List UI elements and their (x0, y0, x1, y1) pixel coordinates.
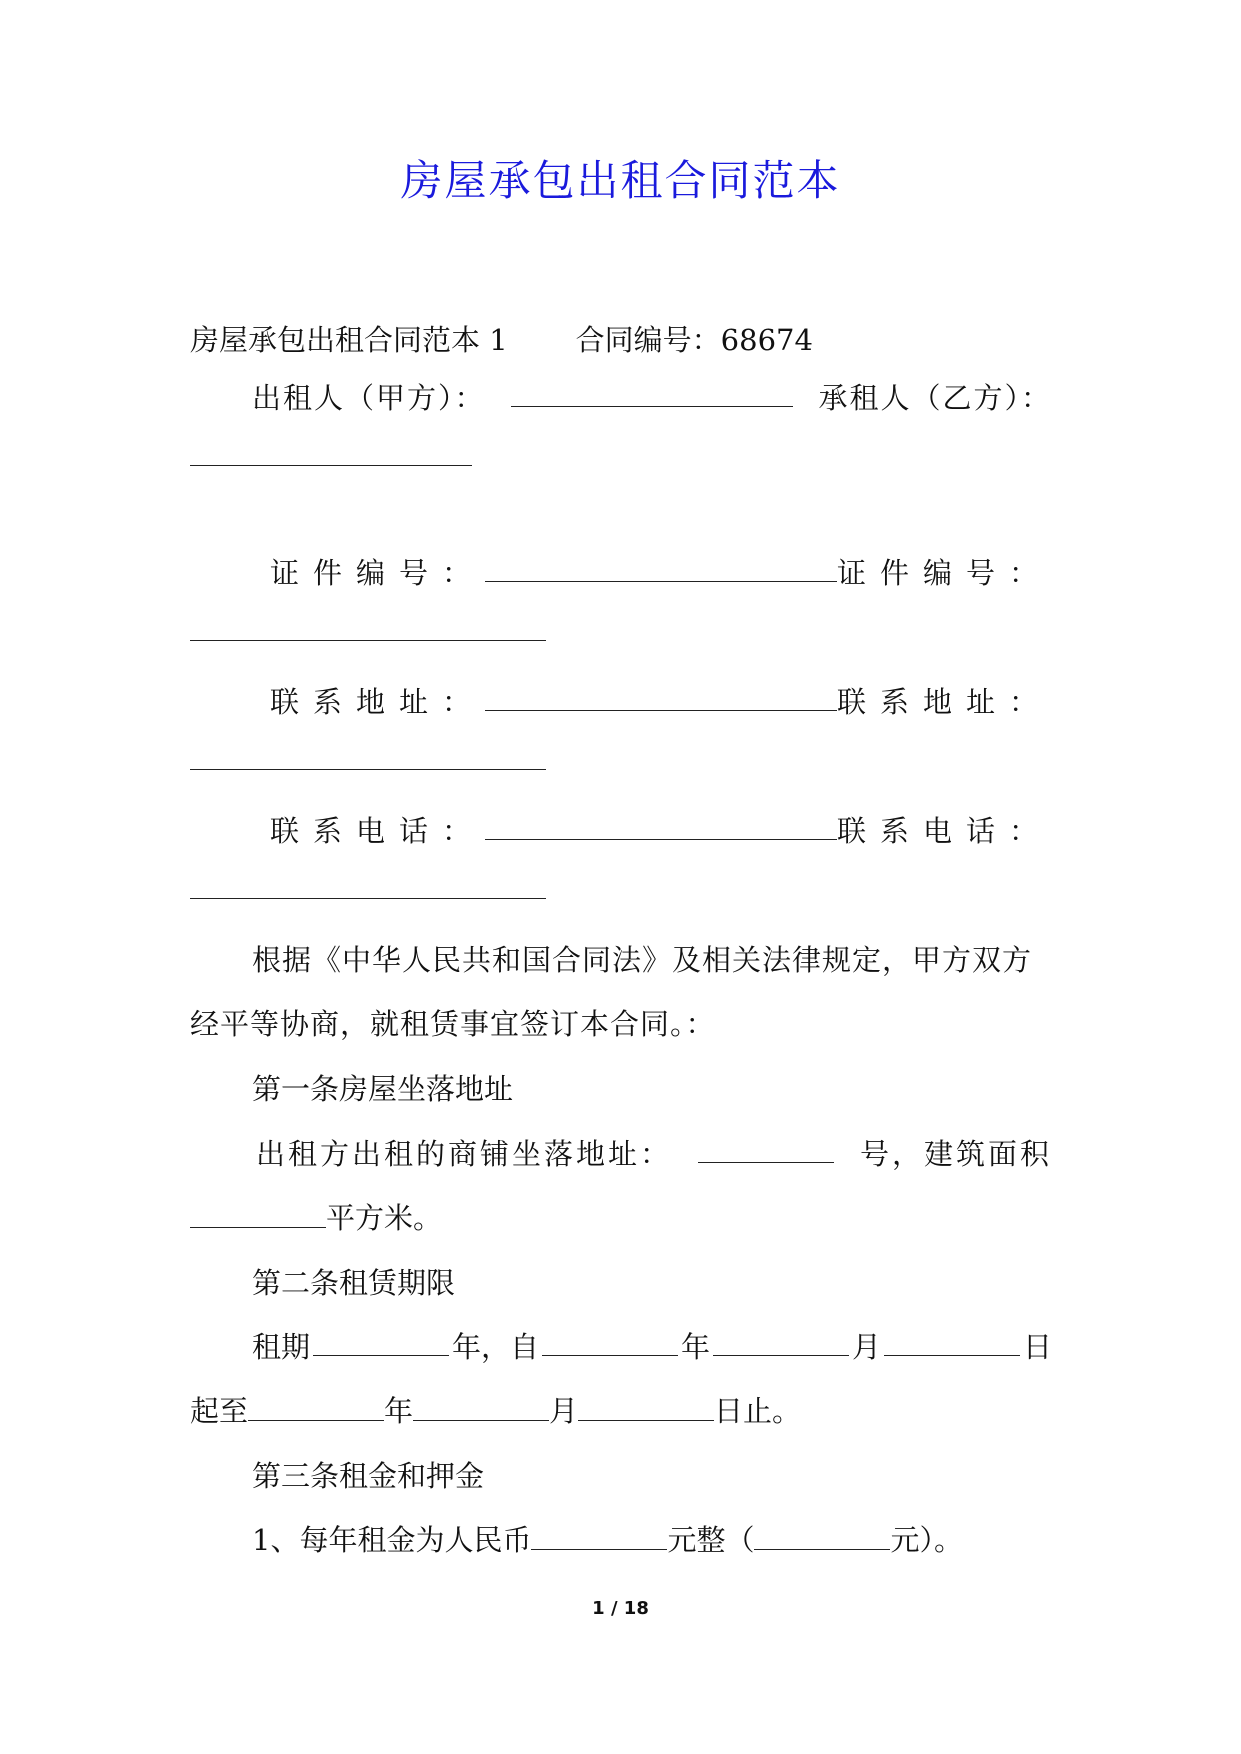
phone-label-a: 联系电话： (270, 814, 486, 848)
lessee-blank (190, 437, 472, 466)
preamble-line-2: 经平等协商，就租赁事宜签订本合同。： (190, 1007, 716, 1041)
lessor-blank (511, 378, 793, 407)
rent-number-blank (754, 1521, 890, 1550)
article2-text-h: 月 (549, 1394, 579, 1428)
article2-text-e: 日 (1022, 1330, 1052, 1364)
article2-text-g: 年 (384, 1394, 414, 1428)
party-line (252, 378, 1052, 418)
lessee-line (190, 436, 1052, 476)
end-month-blank (413, 1392, 549, 1421)
heading-line (190, 320, 1052, 360)
phone-label-b: 联系电话： (836, 814, 1052, 848)
address-b-line (190, 740, 1052, 780)
article1-line-2 (190, 1198, 1052, 1238)
article1-title: 第一条房屋坐落地址 (252, 1072, 514, 1106)
article1-text-c: 平方米。 (326, 1201, 443, 1235)
start-month-blank (713, 1327, 849, 1356)
article2-title: 第二条租赁期限 (252, 1266, 456, 1300)
lessee-label: 承租人（乙方）： (818, 381, 1052, 415)
rent-amount-blank (531, 1521, 667, 1550)
article3-line-1 (252, 1520, 1052, 1560)
contract-number: 合同编号：68674 (575, 323, 813, 357)
area-blank (190, 1199, 326, 1228)
article2-text-d: 月 (851, 1330, 881, 1364)
article1-line-1 (256, 1134, 1052, 1174)
id-blank-a (485, 553, 837, 582)
start-day-blank (884, 1327, 1020, 1356)
end-year-blank (248, 1392, 384, 1421)
id-label-a: 证件编号： (270, 556, 486, 590)
article3-text-b: 元整（ (667, 1523, 755, 1557)
page-indicator: 1 / 18 (592, 1598, 649, 1619)
article1-text-b: 号，建筑面积 (859, 1137, 1052, 1171)
contract-name: 房屋承包出租合同范本 1 (190, 323, 508, 357)
lessor-label: 出租人（甲方）： (252, 381, 486, 415)
article2-text-a: 租期 (252, 1330, 311, 1364)
article3-text-a: 1、每年租金为人民币 (252, 1523, 532, 1557)
article2-line-1 (252, 1327, 1052, 1367)
article2-text-f: 起至 (190, 1394, 249, 1428)
phone-blank-a (485, 811, 837, 840)
article3-title: 第三条租金和押金 (252, 1459, 485, 1493)
phone-b-line (190, 869, 1052, 909)
article2-text-i: 日止。 (714, 1394, 802, 1428)
id-label-b: 证件编号： (836, 556, 1052, 590)
address-blank-a (485, 682, 837, 711)
id-blank-b (190, 612, 546, 641)
start-year-blank (542, 1327, 678, 1356)
address-label-b: 联系地址： (836, 685, 1052, 719)
phone-line (270, 811, 1052, 851)
article2-line-2 (190, 1391, 1052, 1431)
article2-text-c: 年 (680, 1330, 710, 1364)
preamble-line-1: 根据《中华人民共和国合同法》及相关法律规定，甲方双方 (252, 943, 1033, 977)
phone-blank-b (190, 870, 546, 899)
end-day-blank (578, 1392, 714, 1421)
article3-text-c: 元）。 (890, 1523, 963, 1557)
address-blank-b (190, 741, 546, 770)
document-title: 房屋承包出租合同范本 (400, 156, 841, 205)
id-line (270, 553, 1052, 593)
id-b-line (190, 611, 1052, 651)
address-label-a: 联系地址： (270, 685, 486, 719)
address-line (270, 682, 1052, 722)
article1-text-a: 出租方出租的商铺坐落地址： (256, 1137, 673, 1171)
article2-text-b: 年，自 (451, 1330, 539, 1364)
term-years-blank (313, 1327, 449, 1356)
address-number-blank (698, 1134, 834, 1163)
